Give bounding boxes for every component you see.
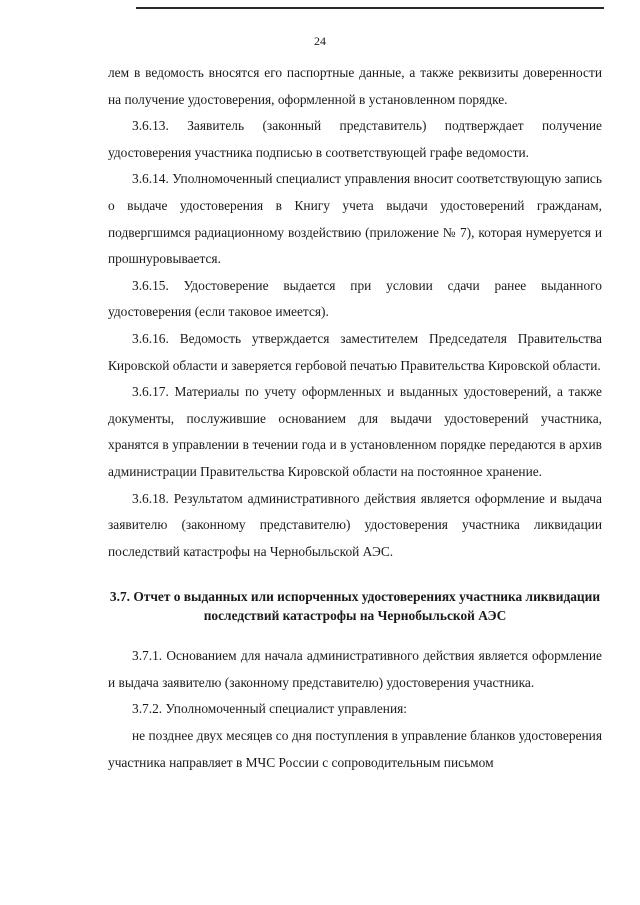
paragraph-3-7-1: 3.7.1. Основанием для начала административного действия является оформление и выдача заявителю (законному представителю) удостоверения участника.: [108, 648, 602, 690]
paragraph-3-6-15: 3.6.15. Удостоверение выдается при условии сдачи ранее выданного удостоверения (если таковое имеется).: [108, 277, 602, 320]
paragraph-3-6-18: 3.6.18. Результатом административного действия является оформление и выдача заявителю (законному представителю) удостоверения участника ликвидации последствий катастрофы на Чернобыльской АЭС.: [108, 490, 602, 559]
section-heading-3-7: 3.7. Отчет о выданных или испорченных удостоверениях участника ликвидации последствий катастрофы на Чернобыльской АЭС: [109, 589, 601, 624]
paragraph-3-7-2: 3.7.2. Уполномоченный специалист управления:: [132, 701, 408, 717]
paragraph-continuation: лем в ведомость вносятся его паспортные данные, а также реквизиты доверенности на получение удостоверения, оформленной в установленном порядке.: [108, 65, 602, 107]
document-body: [108, 60, 602, 776]
top-rule: [136, 7, 604, 9]
page-number: 24: [314, 34, 326, 48]
paragraph-3-6-14: 3.6.14. Уполномоченный специалист управления вносит соответствующую запись о выдаче удостоверения в Книгу учета выдачи удостоверений гражданам, подвергшимся радиационному воздействию (приложение № 7), которая нумеруется и прошнуровывается.: [108, 171, 602, 267]
paragraph-3-6-16: 3.6.16. Ведомость утверждается заместителем Председателя Правительства Кировской области и заверяется гербовой печатью Правительства Кировской области.: [108, 330, 602, 373]
paragraph-3-6-17: 3.6.17. Материалы по учету оформленных и выданных удостоверений, а также документы, послужившие основанием для выдачи удостоверений участника, хранятся в управлении в течении года и в установленном порядке передаются в архив администрации Правительства Кировской области на постоянное хранение.: [108, 384, 602, 479]
paragraph-3-7-2-item: не позднее двух месяцев со дня поступления в управление бланков удостоверения участника направляет в МЧС России с сопроводительным письмом: [108, 728, 602, 770]
paragraph-3-6-13: 3.6.13. Заявитель (законный представитель) подтверждает получение удостоверения участника подписью в соответствующей графе ведомости.: [108, 118, 602, 160]
